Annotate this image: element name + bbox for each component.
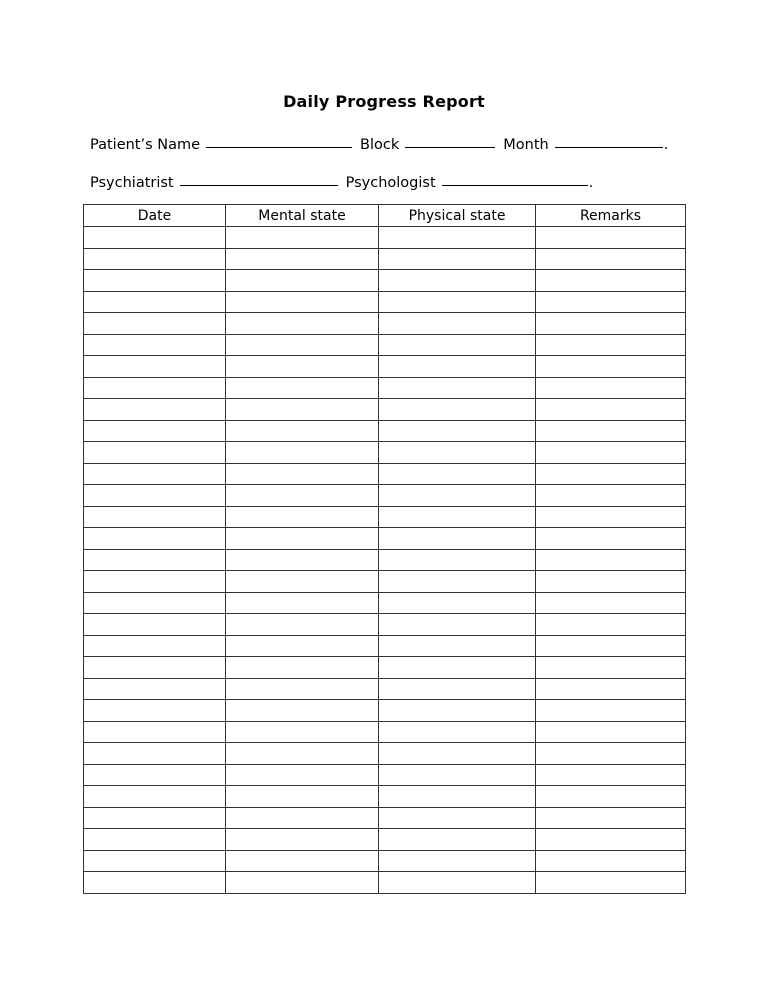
mental-state-cell[interactable] <box>226 549 379 571</box>
date-cell[interactable] <box>84 700 226 722</box>
mental-state-cell[interactable] <box>226 270 379 292</box>
physical-state-cell[interactable] <box>379 829 536 851</box>
table-row <box>84 549 686 571</box>
patient-info-row <box>90 131 668 153</box>
table-row <box>84 313 686 335</box>
date-cell[interactable] <box>84 463 226 485</box>
physical-state-cell[interactable] <box>379 291 536 313</box>
remarks-cell[interactable] <box>536 700 686 722</box>
physical-state-cell[interactable] <box>379 700 536 722</box>
remarks-cell[interactable] <box>536 528 686 550</box>
column-header-date: Date <box>84 205 226 227</box>
date-cell[interactable] <box>84 721 226 743</box>
physical-state-cell[interactable] <box>379 485 536 507</box>
date-cell[interactable] <box>84 506 226 528</box>
date-cell[interactable] <box>84 635 226 657</box>
remarks-cell[interactable] <box>536 227 686 249</box>
date-cell[interactable] <box>84 571 226 593</box>
mental-state-cell[interactable] <box>226 399 379 421</box>
psychologist-end-dot: . <box>588 175 594 191</box>
date-cell[interactable] <box>84 334 226 356</box>
date-cell[interactable] <box>84 549 226 571</box>
mental-state-cell[interactable] <box>226 485 379 507</box>
month-blank[interactable] <box>555 133 663 148</box>
physical-state-cell[interactable] <box>379 248 536 270</box>
mental-state-cell[interactable] <box>226 356 379 378</box>
table-row <box>84 872 686 894</box>
table-row <box>84 248 686 270</box>
table-row <box>84 270 686 292</box>
date-cell[interactable] <box>84 829 226 851</box>
physical-state-cell[interactable] <box>379 463 536 485</box>
mental-state-cell[interactable] <box>226 463 379 485</box>
date-cell[interactable] <box>84 764 226 786</box>
block-blank[interactable] <box>405 133 495 148</box>
mental-state-cell[interactable] <box>226 592 379 614</box>
psychologist-label: Psychologist <box>345 175 436 191</box>
date-cell[interactable] <box>84 678 226 700</box>
mental-state-cell[interactable] <box>226 614 379 636</box>
date-cell[interactable] <box>84 657 226 679</box>
mental-state-cell[interactable] <box>226 377 379 399</box>
date-cell[interactable] <box>84 227 226 249</box>
table-row <box>84 829 686 851</box>
remarks-cell[interactable] <box>536 549 686 571</box>
table-header-row <box>84 205 686 227</box>
month-label: Month <box>503 137 549 153</box>
date-cell[interactable] <box>84 248 226 270</box>
table-row <box>84 506 686 528</box>
date-cell[interactable] <box>84 270 226 292</box>
month-end-dot: . <box>663 137 669 153</box>
date-cell[interactable] <box>84 377 226 399</box>
physical-state-cell[interactable] <box>379 442 536 464</box>
remarks-cell[interactable] <box>536 592 686 614</box>
table-row <box>84 807 686 829</box>
table-row <box>84 291 686 313</box>
physical-state-cell[interactable] <box>379 764 536 786</box>
date-cell[interactable] <box>84 528 226 550</box>
table-row <box>84 377 686 399</box>
physical-state-cell[interactable] <box>379 420 536 442</box>
remarks-cell[interactable] <box>536 463 686 485</box>
remarks-cell[interactable] <box>536 377 686 399</box>
date-cell[interactable] <box>84 872 226 894</box>
table-row <box>84 528 686 550</box>
mental-state-cell[interactable] <box>226 721 379 743</box>
psychiatrist-blank[interactable] <box>180 171 338 186</box>
patients-name-blank[interactable] <box>206 133 352 148</box>
physical-state-cell[interactable] <box>379 313 536 335</box>
date-cell[interactable] <box>84 485 226 507</box>
date-cell[interactable] <box>84 399 226 421</box>
mental-state-cell[interactable] <box>226 635 379 657</box>
date-cell[interactable] <box>84 313 226 335</box>
mental-state-cell[interactable] <box>226 334 379 356</box>
column-header-remarks: Remarks <box>536 205 686 227</box>
table-row <box>84 356 686 378</box>
physical-state-cell[interactable] <box>379 657 536 679</box>
physical-state-cell[interactable] <box>379 227 536 249</box>
physical-state-cell[interactable] <box>379 549 536 571</box>
physical-state-cell[interactable] <box>379 270 536 292</box>
mental-state-cell[interactable] <box>226 571 379 593</box>
patients-name-label: Patient’s Name <box>90 137 201 153</box>
physical-state-cell[interactable] <box>379 721 536 743</box>
remarks-cell[interactable] <box>536 635 686 657</box>
date-cell[interactable] <box>84 291 226 313</box>
date-cell[interactable] <box>84 807 226 829</box>
table-body <box>84 227 686 894</box>
table-row <box>84 442 686 464</box>
date-cell[interactable] <box>84 850 226 872</box>
table-row <box>84 700 686 722</box>
date-cell[interactable] <box>84 420 226 442</box>
mental-state-cell[interactable] <box>226 850 379 872</box>
remarks-cell[interactable] <box>536 786 686 808</box>
psychiatrist-label: Psychiatrist <box>90 175 174 191</box>
physical-state-cell[interactable] <box>379 807 536 829</box>
physical-state-cell[interactable] <box>379 377 536 399</box>
table-row <box>84 678 686 700</box>
remarks-cell[interactable] <box>536 356 686 378</box>
date-cell[interactable] <box>84 356 226 378</box>
remarks-cell[interactable] <box>536 721 686 743</box>
mental-state-cell[interactable] <box>226 829 379 851</box>
remarks-cell[interactable] <box>536 485 686 507</box>
table-row <box>84 743 686 765</box>
mental-state-cell[interactable] <box>226 700 379 722</box>
remarks-cell[interactable] <box>536 334 686 356</box>
physical-state-cell[interactable] <box>379 528 536 550</box>
psychologist-blank[interactable] <box>442 171 588 186</box>
remarks-cell[interactable] <box>536 442 686 464</box>
remarks-cell[interactable] <box>536 506 686 528</box>
remarks-cell[interactable] <box>536 764 686 786</box>
physical-state-cell[interactable] <box>379 743 536 765</box>
mental-state-cell[interactable] <box>226 743 379 765</box>
physical-state-cell[interactable] <box>379 356 536 378</box>
mental-state-cell[interactable] <box>226 291 379 313</box>
remarks-cell[interactable] <box>536 807 686 829</box>
progress-table <box>83 204 686 894</box>
table-row <box>84 721 686 743</box>
block-label: Block <box>360 137 400 153</box>
physical-state-cell[interactable] <box>379 786 536 808</box>
date-cell[interactable] <box>84 442 226 464</box>
mental-state-cell[interactable] <box>226 657 379 679</box>
table-row <box>84 614 686 636</box>
table-row <box>84 635 686 657</box>
remarks-cell[interactable] <box>536 829 686 851</box>
remarks-cell[interactable] <box>536 678 686 700</box>
table-row <box>84 764 686 786</box>
table-row <box>84 571 686 593</box>
physical-state-cell[interactable] <box>379 635 536 657</box>
remarks-cell[interactable] <box>536 872 686 894</box>
mental-state-cell[interactable] <box>226 678 379 700</box>
remarks-cell[interactable] <box>536 850 686 872</box>
mental-state-cell[interactable] <box>226 506 379 528</box>
table-row <box>84 420 686 442</box>
mental-state-cell[interactable] <box>226 227 379 249</box>
remarks-cell[interactable] <box>536 743 686 765</box>
table-row <box>84 592 686 614</box>
physical-state-cell[interactable] <box>379 678 536 700</box>
table-row <box>84 399 686 421</box>
table-row <box>84 485 686 507</box>
physical-state-cell[interactable] <box>379 592 536 614</box>
mental-state-cell[interactable] <box>226 764 379 786</box>
remarks-cell[interactable] <box>536 657 686 679</box>
table-row <box>84 850 686 872</box>
page-title: Daily Progress Report <box>283 92 485 111</box>
table-row <box>84 657 686 679</box>
mental-state-cell[interactable] <box>226 786 379 808</box>
remarks-cell[interactable] <box>536 571 686 593</box>
table-row <box>84 463 686 485</box>
table-row <box>84 334 686 356</box>
physical-state-cell[interactable] <box>379 506 536 528</box>
column-header-mental-state: Mental state <box>226 205 379 227</box>
physical-state-cell[interactable] <box>379 571 536 593</box>
physical-state-cell[interactable] <box>379 872 536 894</box>
physical-state-cell[interactable] <box>379 850 536 872</box>
remarks-cell[interactable] <box>536 420 686 442</box>
table-row <box>84 227 686 249</box>
remarks-cell[interactable] <box>536 313 686 335</box>
mental-state-cell[interactable] <box>226 248 379 270</box>
physical-state-cell[interactable] <box>379 614 536 636</box>
mental-state-cell[interactable] <box>226 442 379 464</box>
table-row <box>84 786 686 808</box>
mental-state-cell[interactable] <box>226 872 379 894</box>
remarks-cell[interactable] <box>536 614 686 636</box>
mental-state-cell[interactable] <box>226 420 379 442</box>
date-cell[interactable] <box>84 592 226 614</box>
column-header-physical-state: Physical state <box>379 205 536 227</box>
physical-state-cell[interactable] <box>379 399 536 421</box>
date-cell[interactable] <box>84 743 226 765</box>
remarks-cell[interactable] <box>536 248 686 270</box>
remarks-cell[interactable] <box>536 291 686 313</box>
mental-state-cell[interactable] <box>226 807 379 829</box>
physical-state-cell[interactable] <box>379 334 536 356</box>
staff-info-row <box>90 169 593 191</box>
date-cell[interactable] <box>84 786 226 808</box>
mental-state-cell[interactable] <box>226 313 379 335</box>
remarks-cell[interactable] <box>536 270 686 292</box>
remarks-cell[interactable] <box>536 399 686 421</box>
mental-state-cell[interactable] <box>226 528 379 550</box>
date-cell[interactable] <box>84 614 226 636</box>
